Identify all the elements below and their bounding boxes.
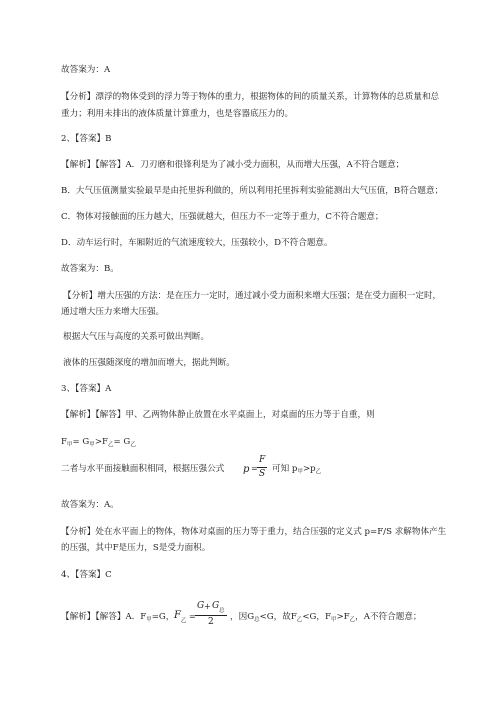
q2-analysis-1: 【分析】增大压强的方法：是在压力一定时，通过减小受力面积来增大压强；是在受力面积一定时， [63,291,442,301]
q3-formula-line: 二者与水平面接触面积相同，根据压强公式 [61,464,225,474]
q2-analysis-2: 通过增大压力来增大压强。 [61,307,165,317]
analysis-line-1: 【分析】漂浮的物体受到的浮力等于物体的重力，根据物体的间的质量关系，计算物体的总质量和总 [61,92,440,102]
q2-analysis-4: 液体的压强随深度的增加而增大，据此判断。 [63,358,235,368]
q3-analysis-1: 【分析】处在水平面上的物体，物体对桌面的压力等于重力，结合压强的定义式 p=F/S 求解物体产生 [61,527,447,537]
question-2-title: 2、【答案】B [61,134,112,144]
q2-option-c: C．物体对接触面的压力越大，压强就越大，但压力不一定等于重力，C不符合题意； [61,212,384,222]
q3-analysis-2: 的压强，其中F是压力，S是受力面积。 [61,543,211,553]
q2-answer: 故答案为：B。 [61,264,119,274]
q3-answer: 故答案为：A。 [61,500,119,510]
answer-line-1: 故答案为：A [61,65,111,75]
q2-option-b: B．大气压值测量实验最早是由托里拆利做的，所以利用托里拆利实验能测出大气压值，B符合题意； [61,186,444,196]
q3-formula-tail: 可知 $p_甲>p_乙$ [272,464,322,475]
fraction-bar [195,615,227,616]
q4-analysis-a: 【解析】【解答】A．$F_甲=G$， [61,612,175,623]
q3-equation-1: $F_甲= G_甲>F_乙= G_乙$ [61,437,136,448]
fraction-bar [257,467,267,468]
question-4-title: 4、【答案】C [61,570,112,580]
q2-analysis-3: 根据大气压与高度的关系可做出判断。 [63,332,210,342]
q4-analysis-a-tail: ，因$G_总<G$，故$F_乙<G$，$F_甲>F_乙$，A不符合题意； [230,612,422,623]
q2-option-d: D．动车运行时，车厢附近的气流速度较大，压强较小，D不符合题意。 [61,238,333,248]
q3-analysis-a: 【解析】【解答】甲、乙两物体静止放置在水平桌面上，对桌面的压力等于自重，则 [61,410,375,420]
q2-option-a: 【解析】【解答】A．刀刃磨和很锋利是为了减小受力面积，从而增大压强，A不符合题意； [61,160,405,170]
question-3-title: 3、【答案】A [61,384,112,394]
analysis-line-2: 重力；利用未排出的液体质量计算重力，也是容器底压力的。 [61,109,294,119]
